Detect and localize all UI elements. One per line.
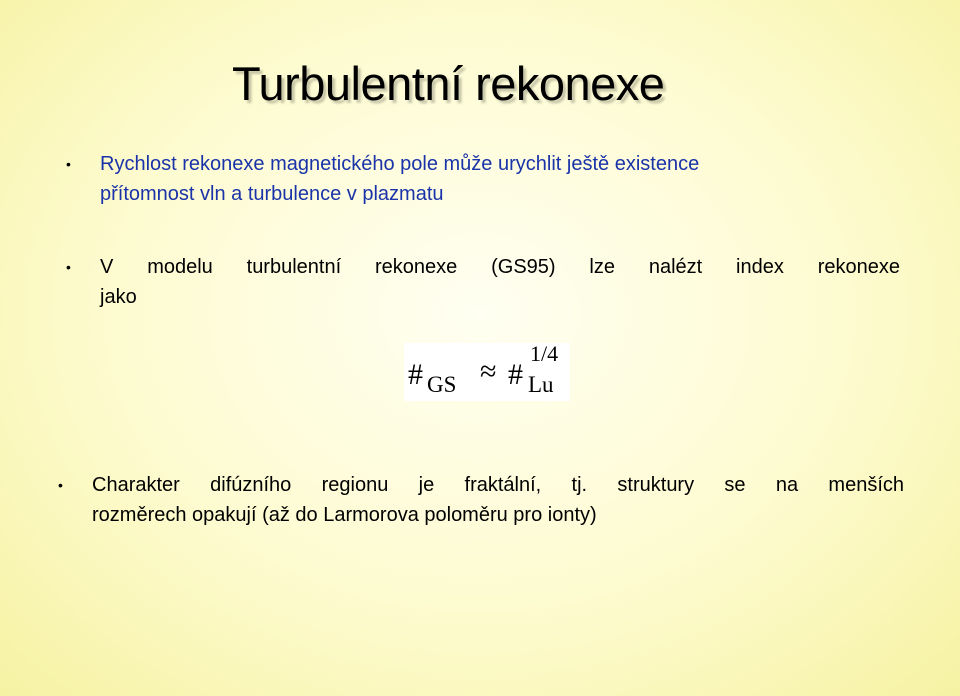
bullet-marker: • [66, 156, 71, 172]
formula-rhs-symbol: # [508, 358, 523, 391]
bullet-item-2 [66, 252, 900, 312]
bullet-item-3 [58, 470, 904, 530]
bullet-3-line-1: Charakter difúzního regionu je fraktální, tj. struktury se na menších [92, 474, 904, 496]
bullet-marker: • [66, 259, 71, 275]
reconnection-index-formula [404, 343, 570, 401]
bullet-2-line-2: jako [100, 286, 137, 308]
bullet-3-line-2: rozměrech opakují (až do Larmorova poloměru pro ionty) [92, 504, 597, 526]
bullet-1-line-1: Rychlost rekonexe magnetického pole může urychlit ještě existence [100, 153, 700, 175]
bullet-marker: • [58, 477, 63, 493]
bullet-2-line-1: V modelu turbulentní rekonexe (GS95) lze nalézt index rekonexe [100, 256, 900, 278]
formula-approx-sign: ≈ [480, 355, 497, 388]
slide-title: Turbulentní rekonexe [232, 57, 665, 110]
bullet-item-1 [66, 149, 920, 209]
formula-rhs-subscript: Lu [528, 372, 554, 397]
formula-lhs-subscript: GS [427, 372, 457, 397]
formula-rhs-exponent: 1/4 [530, 341, 559, 366]
bullet-1-line-2: přítomnost vln a turbulence v plazmatu [100, 183, 444, 205]
formula-lhs-symbol: # [408, 358, 423, 391]
